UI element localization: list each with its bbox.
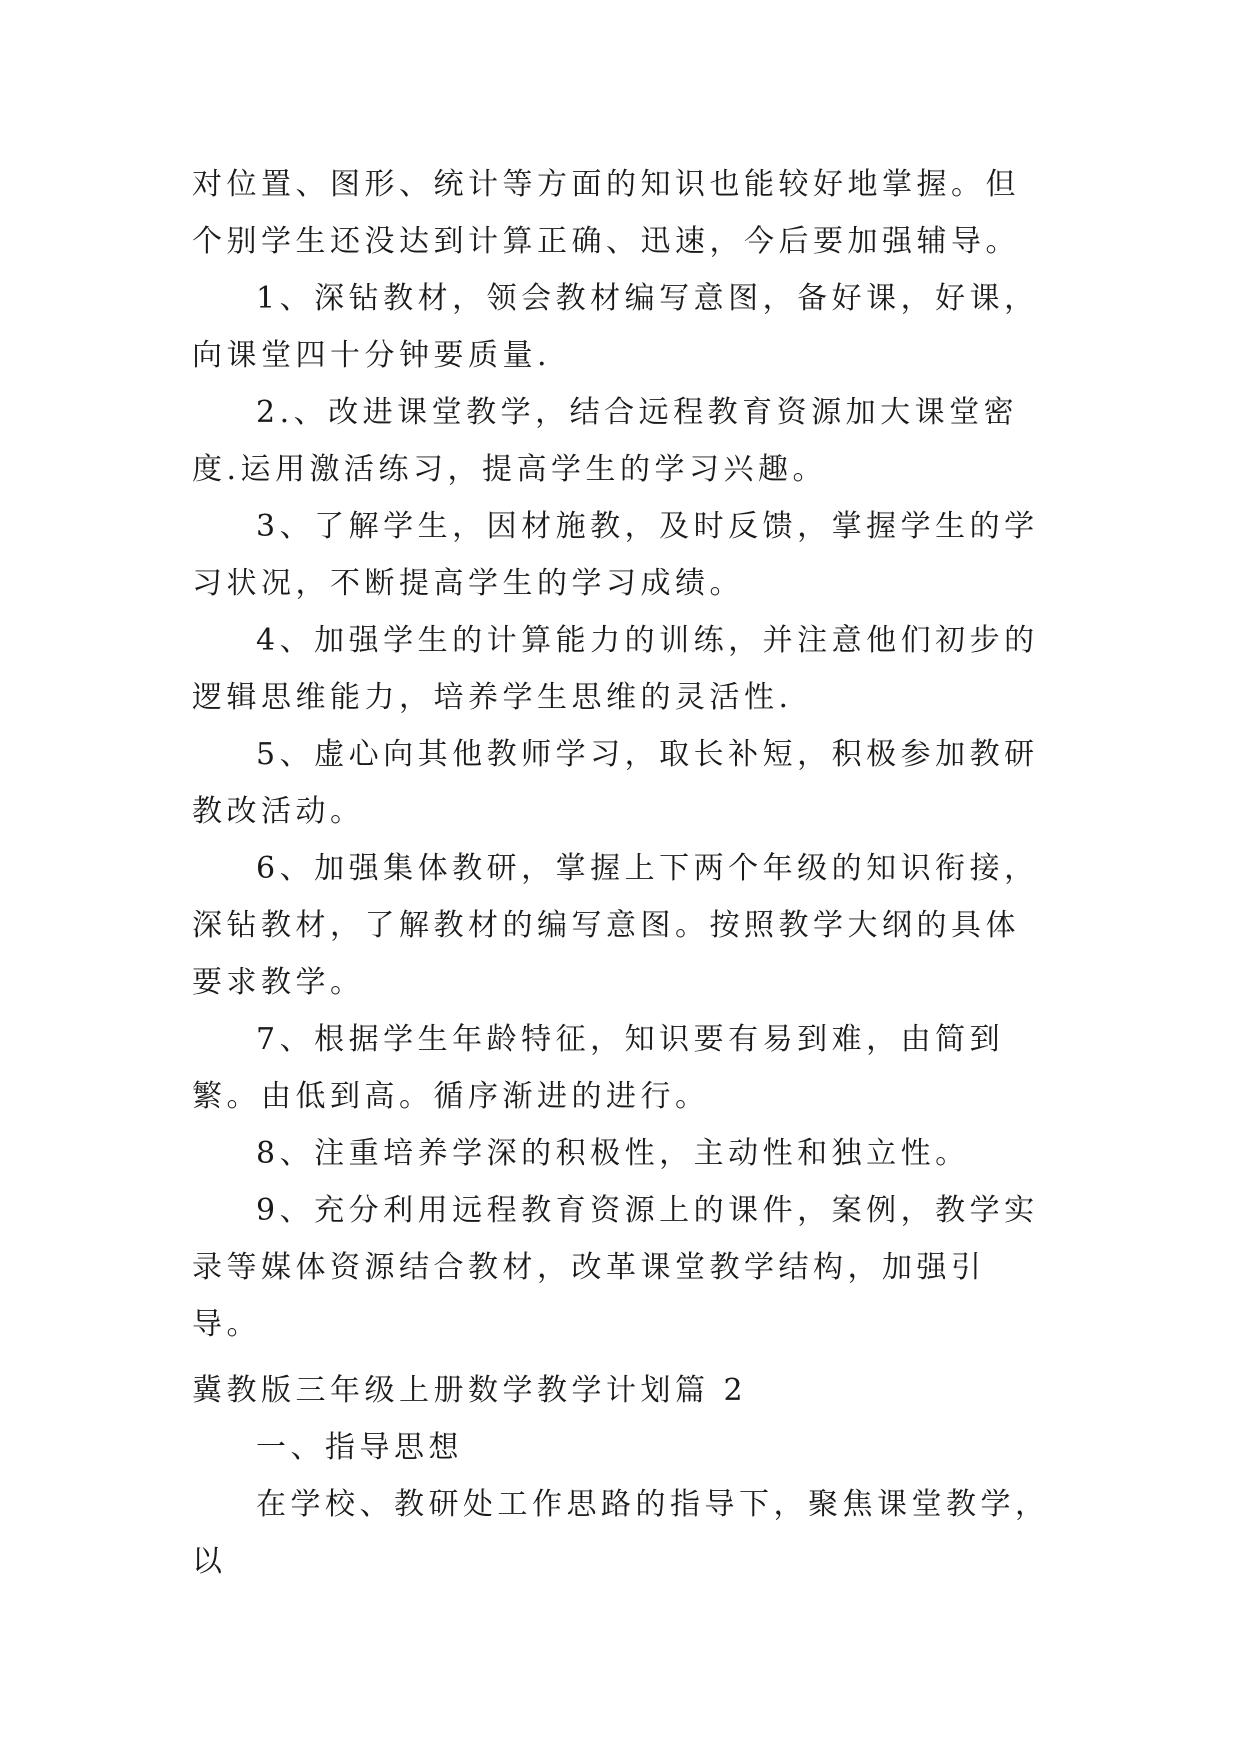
plan-item-4: 4、加强学生的计算能力的训练，并注意他们初步的逻辑思维能力，培养学生思维的灵活性. <box>192 623 1039 715</box>
plan-item-5: 5、虚心向其他教师学习，取长补短，积极参加教研教改活动。 <box>192 737 1039 829</box>
section-title: 冀教版三年级上册数学教学计划篇 2 <box>192 1373 748 1408</box>
plan-item-8: 8、注重培养学深的积极性，主动性和独立性。 <box>256 1136 970 1171</box>
plan-item-6: 6、加强集体教研，掌握上下两个年级的知识衔接，深钻教材，了解教材的编写意图。按照教学大纲的具体要求教学。 <box>192 851 1039 1000</box>
plan-item-7: 7、根据学生年龄特征，知识要有易到难，由简到繁。由低到高。循序渐进的进行。 <box>192 1022 1005 1114</box>
continuation-paragraph: 对位置、图形、统计等方面的知识也能较好地掌握。但个别学生还没达到计算正确、迅速，今后要加强辅导。 <box>192 167 1020 259</box>
section-two <box>192 1362 1052 1590</box>
section-heading: 一、指导思想 <box>256 1430 463 1465</box>
document-body <box>192 156 1052 1353</box>
plan-item-9: 9、充分利用远程教育资源上的课件，案例，教学实录等媒体资源结合教材，改革课堂教学结构，加强引导。 <box>192 1193 1039 1342</box>
plan-item-3: 3、了解学生，因材施教，及时反馈，掌握学生的学习状况，不断提高学生的学习成绩。 <box>192 509 1039 601</box>
section-opening-paragraph: 在学校、教研处工作思路的指导下，聚焦课堂教学，以 <box>192 1487 1050 1579</box>
plan-item-2: 2.、改进课堂教学，结合远程教育资源加大课堂密度.运用激活练习，提高学生的学习兴趣。 <box>192 395 1019 487</box>
plan-item-1: 1、深钻教材，领会教材编写意图，备好课，好课，向课堂四十分钟要质量. <box>192 281 1039 373</box>
